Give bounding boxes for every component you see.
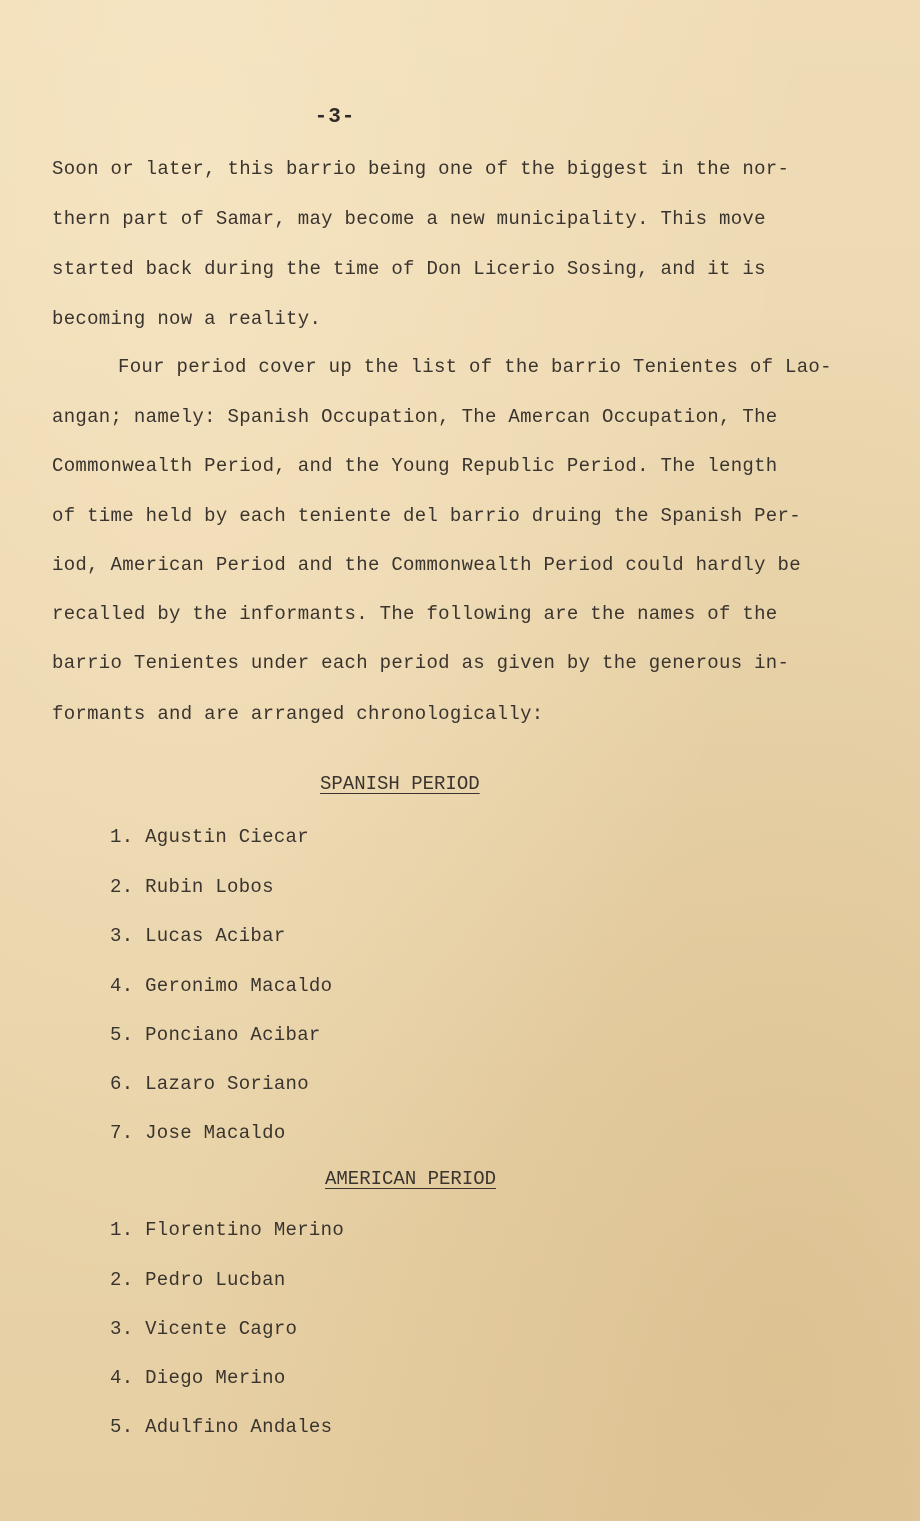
text-line: becoming now a reality. — [52, 308, 322, 330]
list-item: 7. Jose Macaldo — [110, 1122, 286, 1144]
text-line: of time held by each teniente del barrio druing the Spanish Per- — [52, 505, 801, 527]
text-line: angan; namely: Spanish Occupation, The Amercan Occupation, The — [52, 406, 778, 428]
list-item: 4. Diego Merino — [110, 1367, 286, 1389]
list-item: 2. Pedro Lucban — [110, 1269, 286, 1291]
text-line: started back during the time of Don Licerio Sosing, and it is — [52, 258, 766, 280]
text-line: recalled by the informants. The following are the names of the — [52, 603, 778, 625]
american-period-heading: AMERICAN PERIOD — [325, 1168, 497, 1190]
list-item: 5. Ponciano Acibar — [110, 1024, 321, 1046]
list-item: 1. Agustin Ciecar — [110, 826, 309, 848]
list-item: 4. Geronimo Macaldo — [110, 975, 333, 997]
list-item: 2. Rubin Lobos — [110, 876, 274, 898]
text-line: Soon or later, this barrio being one of the biggest in the nor- — [52, 158, 790, 180]
list-item: 1. Florentino Merino — [110, 1219, 345, 1241]
text-line: thern part of Samar, may become a new municipality. This move — [52, 208, 766, 230]
list-item: 3. Vicente Cagro — [110, 1318, 298, 1340]
list-item: 5. Adulfino Andales — [110, 1416, 333, 1438]
text-line: Four period cover up the list of the barrio Tenientes of Lao- — [118, 356, 832, 378]
text-line: formants and are arranged chronologically: — [52, 703, 544, 725]
text-line: barrio Tenientes under each period as given by the generous in- — [52, 652, 790, 674]
list-item: 3. Lucas Acibar — [110, 925, 286, 947]
page-number: -3- — [314, 106, 356, 129]
text-line: iod, American Period and the Commonwealth Period could hardly be — [52, 554, 801, 576]
text-line: Commonwealth Period, and the Young Republic Period. The length — [52, 455, 778, 477]
list-item: 6. Lazaro Soriano — [110, 1073, 309, 1095]
spanish-period-heading: SPANISH PERIOD — [320, 773, 480, 795]
